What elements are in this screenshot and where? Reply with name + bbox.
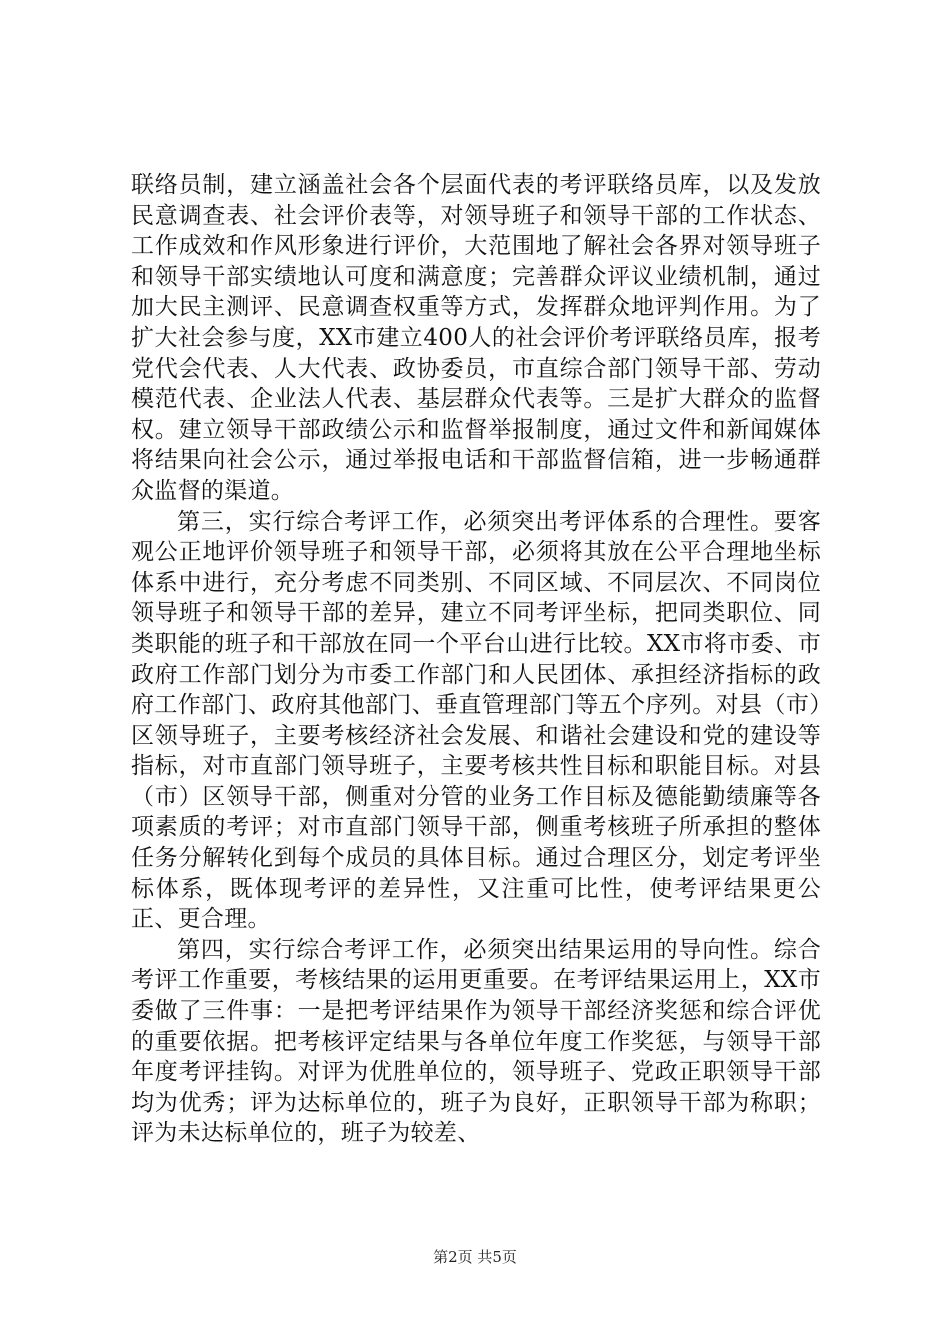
page-number-footer: 第2页 共5页 [433, 1248, 517, 1266]
document-body [131, 170, 821, 1149]
paragraph-2: 第三，实行综合考评工作，必须突出考评体系的合理性。要客观公正地评价领导班子和领导干部，必须将其放在公平合理地坐标体系中进行，充分考虑不同类别、不同区域、不同层次、不同岗位领导班子和领导干部的差异，建立不同考评坐标，把同类职位、同类职能的班子和干部放在同一个平台山进行比较。XX市将市委、市政府工作部门划分为市委工作部门和人民团体、承担经济指标的政府工作部门、政府其他部门、垂直管理部门等五个序列。对县（市）区领导班子，主要考核经济社会发展、和谐社会建设和党的建设等指标，对市直部门领导班子，主要考核共性目标和职能目标。对县（市）区领导干部，侧重对分管的业务工作目标及德能勤绩廉等各项素质的考评；对市直部门领导干部，侧重考核班子所承担的整体任务分解转化到每个成员的具体目标。通过合理区分，划定考评坐标体系，既体现考评的差异性，又注重可比性，使考评结果更公正、更合理。 [131, 508, 821, 933]
paragraph-1: 联络员制，建立涵盖社会各个层面代表的考评联络员库，以及发放民意调查表、社会评价表等，对领导班子和领导干部的工作状态、工作成效和作风形象进行评价，大范围地了解社会各界对领导班子和领导干部实绩地认可度和满意度；完善群众评议业绩机制，通过加大民主测评、民意调查权重等方式，发挥群众地评判作用。为了扩大社会参与度，XX市建立400人的社会评价考评联络员库，报考党代会代表、人大代表、政协委员，市直综合部门领导干部、劳动模范代表、企业法人代表、基层群众代表等。三是扩大群众的监督权。建立领导干部政绩公示和监督举报制度，通过文件和新闻媒体将结果向社会公示，通过举报电话和干部监督信箱，进一步畅通群众监督的渠道。 [131, 172, 821, 504]
paragraph-3: 第四，实行综合考评工作，必须突出结果运用的导向性。综合考评工作重要，考核结果的运用更重要。在考评结果运用上，XX市委做了三件事：一是把考评结果作为领导干部经济奖惩和综合评优的重要依据。把考核评定结果与各单位年度工作奖惩，与领导干部年度考评挂钩。对评为优胜单位的，领导班子、党政正职领导干部均为优秀；评为达标单位的，班子为良好，正职领导干部为称职；评为未达标单位的，班子为较差、 [131, 936, 821, 1147]
